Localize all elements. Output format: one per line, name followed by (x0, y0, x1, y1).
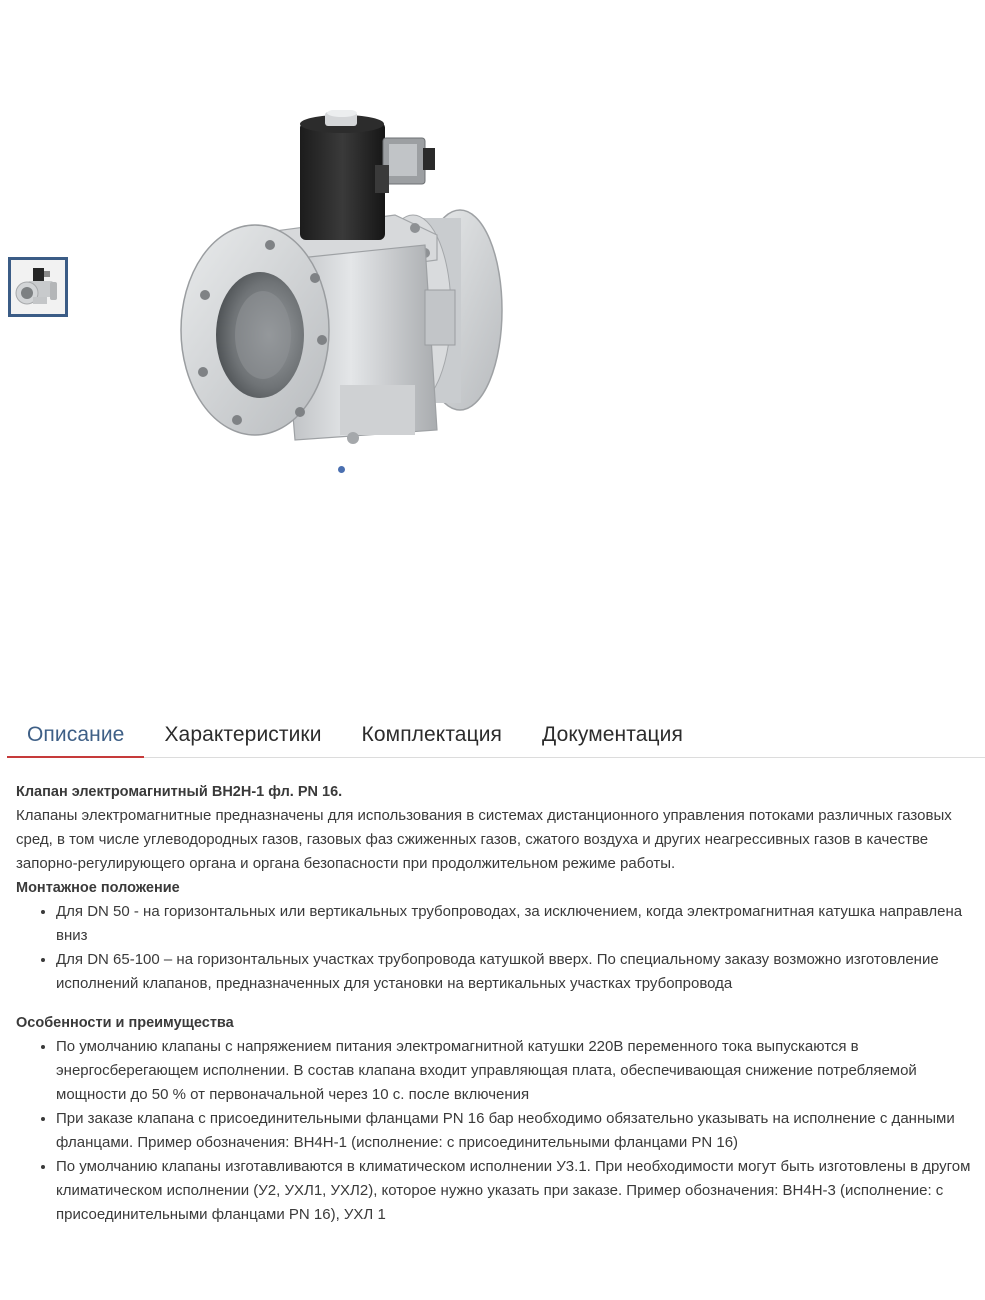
mounting-list (16, 900, 981, 996)
valve-image (175, 110, 515, 455)
list-item: • По умолчанию клапаны изготавливаются в климатическом исполнении У3.1. При необходимости могут быть изготовлены в другом климатическом исполнении (У2, УХЛ1, УХЛ2), которое нужно указать при заказе. Пример обозначения: ВН4Н-3 (исполнение: с присоединительными фланцами PN 16), УХЛ 1 (56, 1155, 981, 1227)
tab-description[interactable]: Описание (7, 713, 144, 758)
product-main-image (175, 110, 515, 455)
gallery-pagination (338, 460, 345, 468)
description-panel (16, 780, 981, 1242)
list-item: • По умолчанию клапаны с напряжением питания электромагнитной катушки 220В переменного тока выпускаются в энергосберегающем исполнении. В состав клапана входит управляющая плата, обеспечивающая снижение потребляемой мощности до 50 % от первоначальной через 10 с. после включения (56, 1035, 981, 1107)
description-intro: Клапаны электромагнитные предназначены для использования в системах дистанционного управления потоками различных газовых сред, в том числе углеводородных газов, газовых фаз сжиженных газов, сжатого воздуха и других неагрессивных газов в качестве запорно-регулирующего органа и органа безопасности при продолжительном режиме работы. (16, 807, 952, 872)
valve-thumbnail-icon (11, 260, 65, 314)
list-item: • Для DN 65-100 – на горизонтальных участках трубопровода катушкой вверх. По специальному заказу возможно изготовление исполнений клапанов, предназначенных для установки на вертикальных участках трубопровода (56, 948, 981, 996)
tab-equipment[interactable]: Комплектация (361, 723, 503, 746)
gallery-thumbnail[interactable] (8, 257, 68, 317)
features-list (16, 1035, 981, 1227)
features-title: Особенности и преимущества (16, 1015, 234, 1031)
description-title: Клапан электромагнитный ВН2Н-1 фл. PN 16. (16, 784, 343, 800)
gallery-dot-active[interactable] (338, 466, 345, 473)
list-item: • При заказе клапана с присоединительными фланцами PN 16 бар необходимо обязательно указывать на исполнение с данными фланцами. Пример обозначения: ВН4Н-1 (исполнение: с присоединительными фланцами PN 16) (56, 1107, 981, 1155)
product-tabs (7, 713, 985, 758)
tab-characteristics[interactable]: Характеристики (164, 723, 322, 746)
mounting-title: Монтажное положение (16, 880, 180, 896)
tab-documentation[interactable]: Документация (542, 723, 683, 746)
list-item: • Для DN 50 - на горизонтальных или вертикальных трубопроводах, за исключением, когда электромагнитная катушка направлена вниз (56, 900, 981, 948)
